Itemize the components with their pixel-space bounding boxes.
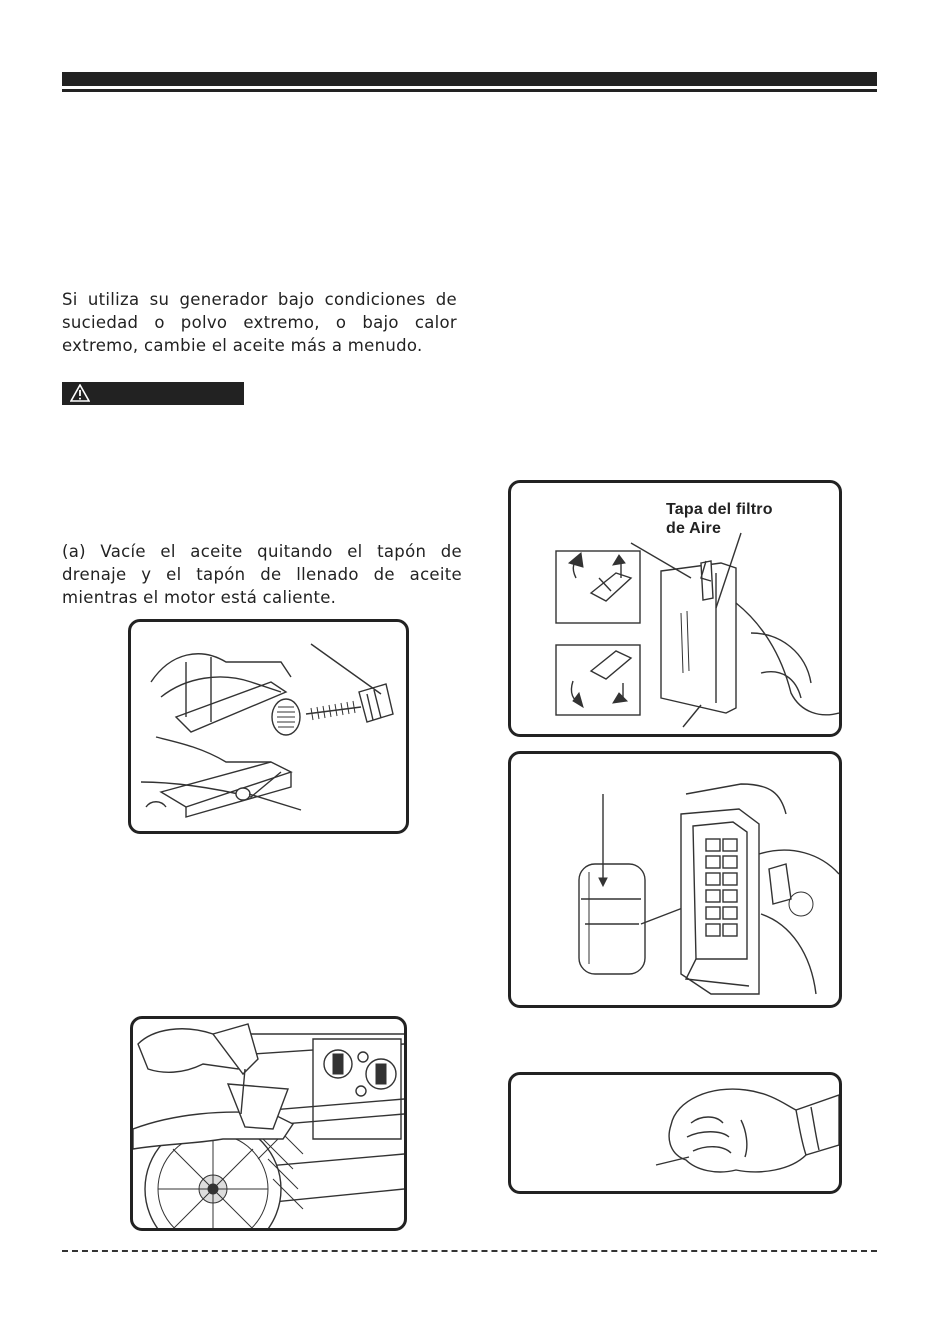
- pour-oil-figure: [130, 1016, 407, 1231]
- footer-dashed-rule: [62, 1250, 877, 1252]
- squeeze-filter-figure: [508, 1072, 842, 1194]
- air-filter-cover-label-line1: Tapa del filtro: [666, 501, 773, 518]
- header-bar: [62, 72, 877, 86]
- filter-element-figure: [508, 751, 842, 1008]
- dusty-conditions-paragraph: Si utiliza su generador bajo condiciones de suciedad o polvo extremo, o bajo calor extremo, cambie el aceite más a menudo.: [62, 290, 457, 355]
- air-filter-cover-figure: [508, 480, 842, 737]
- air-filter-cover-label: [666, 500, 836, 538]
- warning-banner: [62, 382, 244, 405]
- header-rule: [62, 89, 877, 92]
- step-a-paragraph: (a) Vacíe el aceite quitando el tapón de drenaje y el tapón de llenado de aceite mientras el motor está caliente.: [62, 542, 462, 607]
- air-filter-cover-label-line2: de Aire: [666, 520, 722, 537]
- warning-triangle-icon: [70, 384, 90, 402]
- drain-plug-figure: [128, 619, 409, 834]
